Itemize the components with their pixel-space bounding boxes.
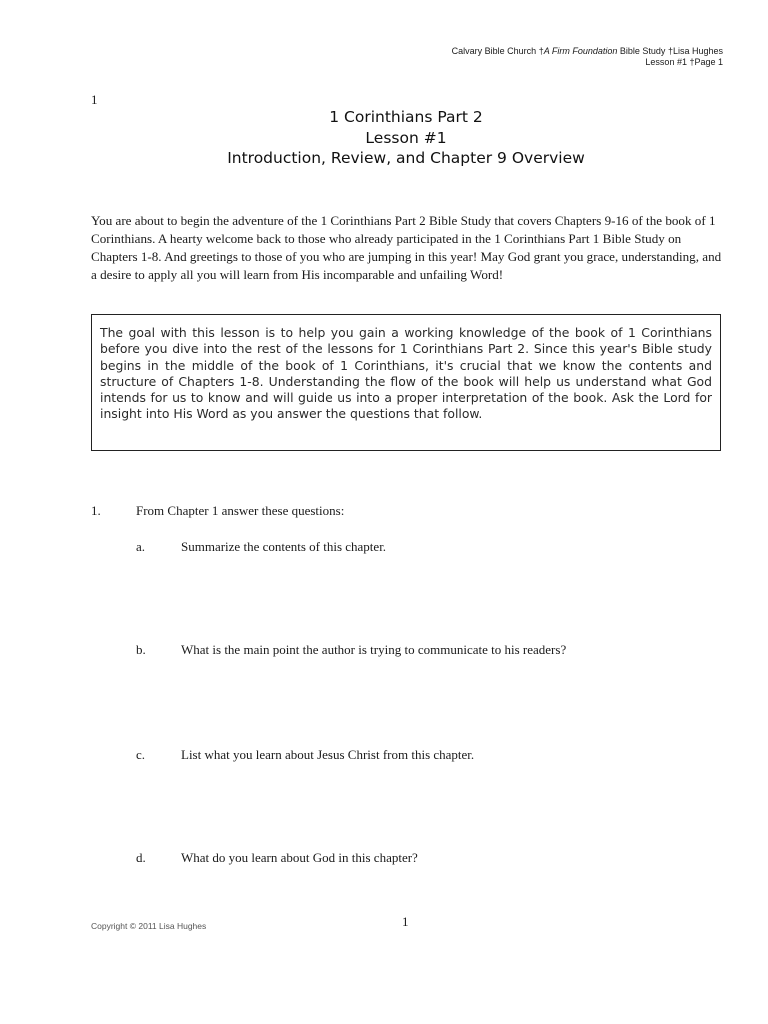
running-header — [452, 46, 723, 68]
footer-page-number: 1 — [402, 914, 409, 929]
title-line-1: 1 Corinthians Part 2 — [329, 108, 483, 126]
sub-question-letter: d. — [136, 850, 146, 865]
header-series-rest: Bible Study — [617, 46, 668, 56]
header-line-2: Lesson #1 †Page 1 — [645, 57, 723, 67]
sub-question-text: What do you learn about God in this chapter? — [181, 850, 418, 865]
goal-box: The goal with this lesson is to help you gain a working knowledge of the book of 1 Corinthians before you dive into the rest of the lessons for 1 Corinthians Part 2. Since this year's Bible study begins in the middle of the book of 1 Corinthians, it's crucial that we know the contents and structure of Chapters 1-8. Understanding the flow of the book will help us understand what God intends for us to know and will guide us into a proper interpretation of the book. Ask the Lord for insight into His Word as you answer the questions that follow. — [91, 314, 721, 451]
header-line-1 — [452, 46, 723, 57]
title-block — [0, 107, 768, 169]
intro-paragraph: You are about to begin the adventure of the 1 Corinthians Part 2 Bible Study that covers Chapters 9-16 of the book of 1 Corinthians. A hearty welcome back to those who already participated in the 1 Corinthians Part 1 Bible Study on Chapters 1-8. And greetings to those of you who are jumping in this year! May God grant you grace, understanding, and a desire to apply all you will learn from His incomparable and unfailing Word! — [91, 213, 722, 282]
page-number-top: 1 — [91, 92, 98, 107]
title-line-3: Introduction, Review, and Chapter 9 Overview — [227, 149, 585, 167]
footer-copyright: Copyright © 2011 Lisa Hughes — [91, 921, 207, 931]
header-author: Lisa Hughes — [672, 46, 723, 56]
sub-question-letter: c. — [136, 747, 146, 762]
sub-question-text: What is the main point the author is trying to communicate to his readers? — [181, 642, 567, 657]
header-separator: † — [538, 46, 544, 56]
sub-question-text: List what you learn about Jesus Christ from this chapter. — [181, 747, 475, 762]
question-text: From Chapter 1 answer these questions: — [136, 503, 345, 518]
header-org: Calvary Bible Church — [451, 46, 539, 56]
title-line-2: Lesson #1 — [365, 128, 447, 147]
header-separator: † — [667, 46, 673, 56]
sub-question-text: Summarize the contents of this chapter. — [181, 539, 387, 554]
sub-question-letter: a. — [136, 539, 146, 554]
question-number: 1. — [91, 503, 101, 518]
header-series-italic: A Firm Foundation — [543, 46, 618, 56]
sub-question-letter: b. — [136, 642, 146, 657]
